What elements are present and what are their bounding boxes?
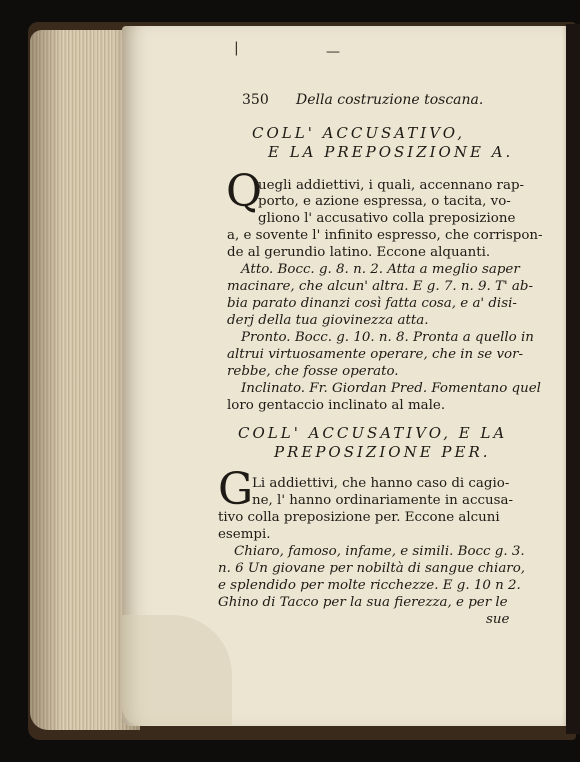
text-line: Atto. Bocc. g. 8. n. 2. Atta a meglio saper: [241, 262, 520, 277]
section1-heading-line2: E LA PREPOSIZIONE A.: [268, 143, 514, 161]
text-line: uegli addiettivi, i quali, accennano rap-: [258, 178, 525, 193]
text-line: n. 6 Un giovane per nobiltà di sangue chiaro,: [218, 561, 526, 576]
text-line: rebbe, che fosse operato.: [227, 364, 399, 379]
section1-heading-line1: COLL' ACCUSATIVO,: [252, 124, 465, 142]
text-line: tivo colla preposizione per. Eccone alcuni: [218, 510, 500, 525]
text-line: derj della tua giovinezza atta.: [227, 313, 429, 328]
dropcap-q: Q: [226, 166, 263, 217]
section2-heading-line1: COLL' ACCUSATIVO, E LA: [238, 424, 508, 442]
text-line: Ghino di Tacco per la sua fierezza, e per le: [218, 595, 508, 610]
text-line: a, e sovente l' infinito espresso, che corrispon-: [227, 228, 543, 243]
text-line: esempi.: [218, 527, 271, 542]
text-line: altrui virtuosamente operare, che in se vor-: [227, 347, 524, 362]
text-line: Li addiettivi, che hanno caso di cagio-: [252, 476, 510, 491]
text-line: gliono l' accusativo colla preposizione: [258, 211, 516, 226]
text-line: de al gerundio latino. Eccone alquanti.: [227, 245, 491, 260]
running-title: Della costruzione toscana.: [296, 92, 484, 108]
page-number: 350: [242, 92, 269, 108]
text-line: Pronto. Bocc. g. 10. n. 8. Pronta a quello in: [241, 330, 534, 345]
catchword: sue: [486, 612, 510, 627]
ink-dash: —: [326, 44, 340, 60]
text-line: macinare, che alcun' altra. E g. 7. n. 9. T' ab-: [227, 279, 533, 294]
ink-mark: |: [234, 40, 239, 56]
text-line: Inclinato. Fr. Giordan Pred. Fomentano quel: [241, 381, 541, 396]
dropcap-g: G: [218, 464, 254, 515]
text-line: Chiaro, famoso, infame, e simili. Bocc g. 3.: [234, 544, 525, 559]
text-line: loro gentaccio inclinato al male.: [227, 398, 446, 413]
section2-heading-line2: PREPOSIZIONE PER.: [274, 443, 491, 461]
text-line: bia parato dinanzi così fatta cosa, e a' disi-: [227, 296, 517, 311]
text-line: porto, e azione espressa, o tacita, vo-: [258, 194, 511, 209]
text-line: e splendido per molte ricchezze. E g. 10 n 2.: [218, 578, 521, 593]
text-line: ne, l' hanno ordinariamente in accusa-: [252, 493, 514, 508]
binding-shadow: [566, 24, 580, 734]
